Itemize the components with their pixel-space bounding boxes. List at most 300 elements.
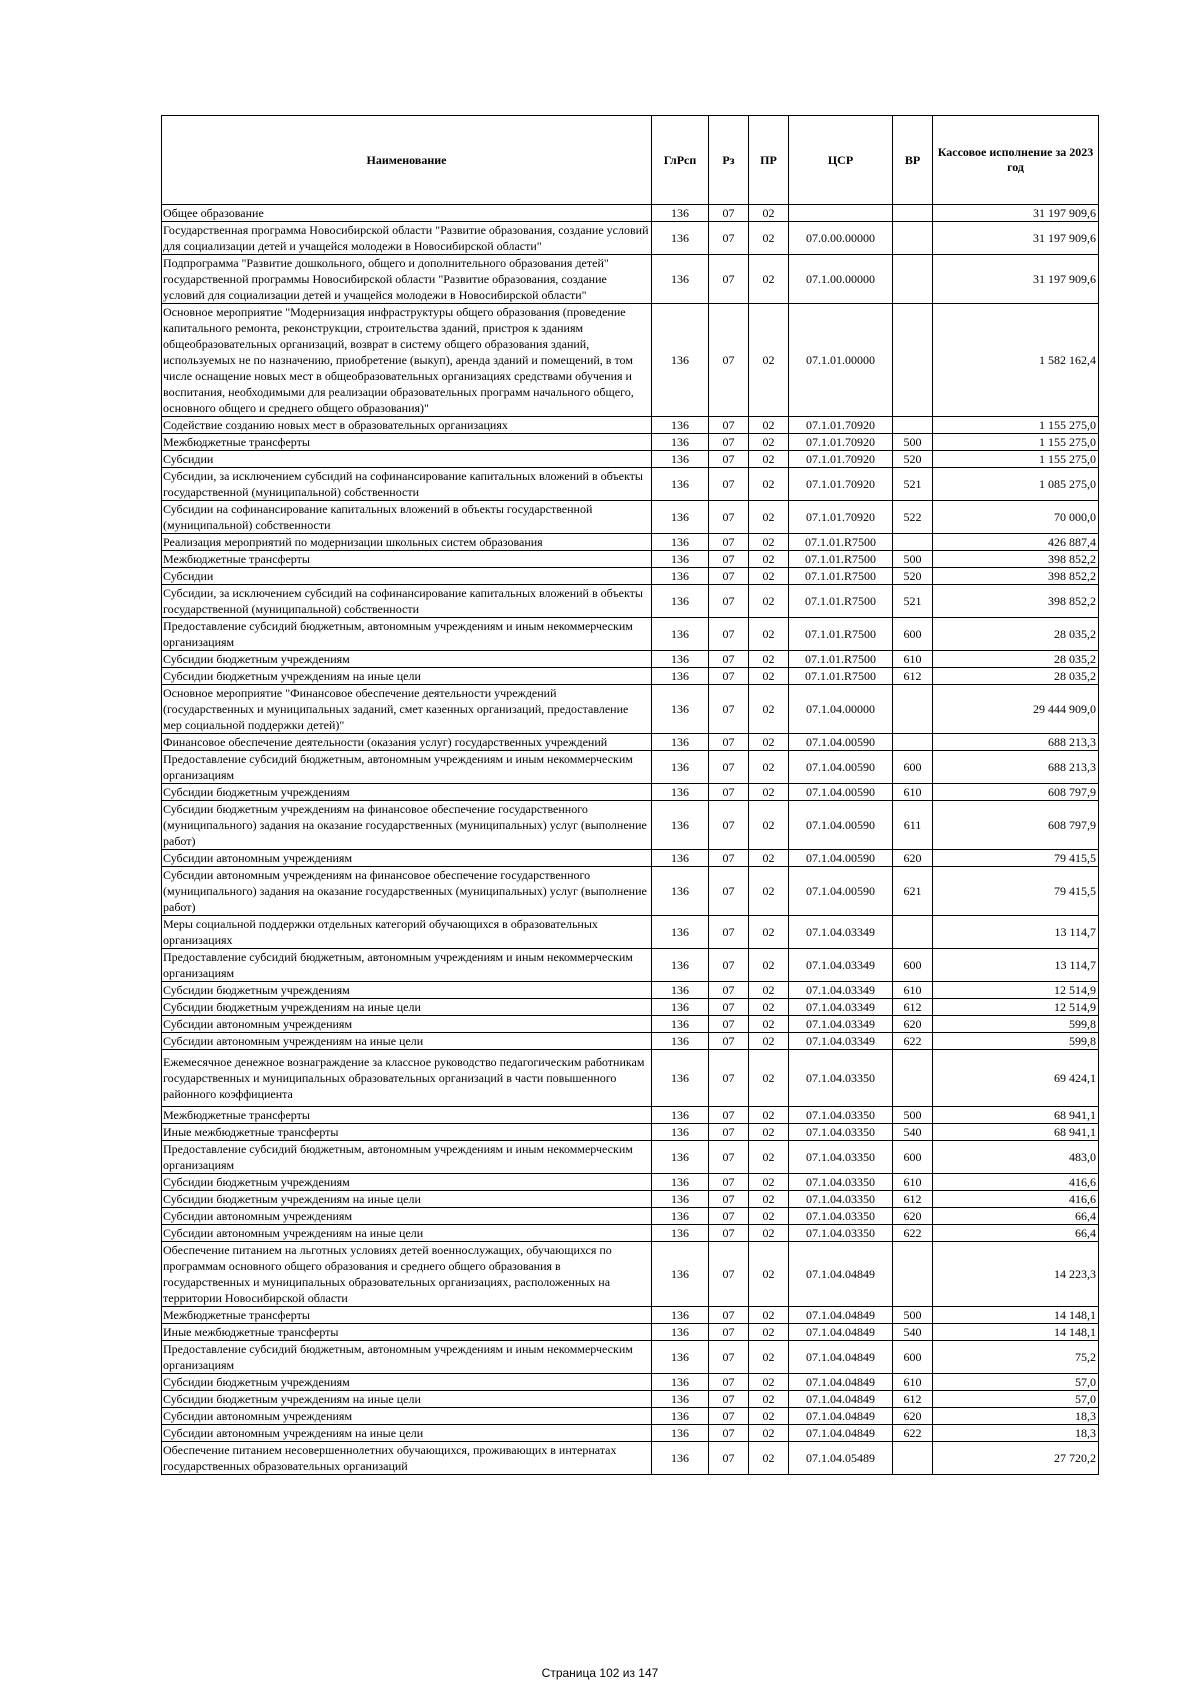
cell-csr: 07.1.04.04849 <box>789 1425 893 1442</box>
cell-glrep: 136 <box>652 534 709 551</box>
cell-csr: 07.1.04.00590 <box>789 734 893 751</box>
cell-vr: 612 <box>893 668 933 685</box>
cell-amount: 1 155 275,0 <box>933 451 1099 468</box>
cell-pr: 02 <box>749 1408 789 1425</box>
cell-name: Иные межбюджетные трансферты <box>162 1124 652 1141</box>
cell-glrep: 136 <box>652 1442 709 1475</box>
cell-glrep: 136 <box>652 1141 709 1174</box>
table-row <box>162 999 1099 1016</box>
cell-vr <box>893 255 933 304</box>
cell-rz: 07 <box>709 801 749 850</box>
cell-rz: 07 <box>709 451 749 468</box>
cell-rz: 07 <box>709 916 749 949</box>
cell-csr: 07.1.04.04849 <box>789 1391 893 1408</box>
cell-name: Реализация мероприятий по модернизации школьных систем образования <box>162 534 652 551</box>
cell-csr: 07.1.01.70920 <box>789 417 893 434</box>
cell-rz: 07 <box>709 1374 749 1391</box>
cell-name: Подпрограмма "Развитие дошкольного, общего и дополнительного образования детей" государственной программы Новосибирской области "Развитие образования, создание условий для социализации детей и учащейся молодежи в Новосибирской области" <box>162 255 652 304</box>
cell-rz: 07 <box>709 982 749 999</box>
cell-amount: 1 085 275,0 <box>933 468 1099 501</box>
cell-vr: 622 <box>893 1033 933 1050</box>
cell-name: Общее образование <box>162 205 652 222</box>
cell-vr: 610 <box>893 651 933 668</box>
table-row <box>162 1374 1099 1391</box>
table-row <box>162 1141 1099 1174</box>
cell-vr: 600 <box>893 751 933 784</box>
cell-csr: 07.1.01.R7500 <box>789 534 893 551</box>
table-row <box>162 1341 1099 1374</box>
cell-amount: 14 148,1 <box>933 1307 1099 1324</box>
cell-amount: 31 197 909,6 <box>933 205 1099 222</box>
cell-amount: 608 797,9 <box>933 801 1099 850</box>
cell-name: Содействие созданию новых мест в образовательных организациях <box>162 417 652 434</box>
table-row <box>162 1124 1099 1141</box>
cell-rz: 07 <box>709 1425 749 1442</box>
cell-name: Субсидии бюджетным учреждениям <box>162 1374 652 1391</box>
cell-pr: 02 <box>749 1374 789 1391</box>
cell-pr: 02 <box>749 801 789 850</box>
table-row <box>162 255 1099 304</box>
table-row <box>162 1425 1099 1442</box>
cell-pr: 02 <box>749 468 789 501</box>
cell-rz: 07 <box>709 1225 749 1242</box>
cell-amount: 66,4 <box>933 1225 1099 1242</box>
cell-rz: 07 <box>709 685 749 734</box>
cell-pr: 02 <box>749 255 789 304</box>
table-row <box>162 1107 1099 1124</box>
cell-glrep: 136 <box>652 1050 709 1107</box>
cell-amount: 28 035,2 <box>933 668 1099 685</box>
cell-name: Субсидии бюджетным учреждениям на иные цели <box>162 999 652 1016</box>
cell-rz: 07 <box>709 1341 749 1374</box>
cell-csr <box>789 205 893 222</box>
cell-csr: 07.1.01.70920 <box>789 434 893 451</box>
cell-pr: 02 <box>749 751 789 784</box>
cell-name: Обеспечение питанием несовершеннолетних обучающихся, проживающих в интернатах государственных образовательных организаций <box>162 1442 652 1475</box>
cell-amount: 69 424,1 <box>933 1050 1099 1107</box>
cell-rz: 07 <box>709 1324 749 1341</box>
cell-pr: 02 <box>749 1124 789 1141</box>
cell-pr: 02 <box>749 867 789 916</box>
table-row <box>162 1016 1099 1033</box>
cell-csr: 07.1.04.04849 <box>789 1242 893 1307</box>
cell-pr: 02 <box>749 1050 789 1107</box>
cell-amount: 29 444 909,0 <box>933 685 1099 734</box>
cell-amount: 31 197 909,6 <box>933 222 1099 255</box>
cell-name: Субсидии бюджетным учреждениям на иные цели <box>162 1391 652 1408</box>
cell-csr: 07.1.01.70920 <box>789 501 893 534</box>
cell-csr: 07.1.04.04849 <box>789 1324 893 1341</box>
cell-vr: 620 <box>893 1016 933 1033</box>
cell-rz: 07 <box>709 1016 749 1033</box>
cell-amount: 608 797,9 <box>933 784 1099 801</box>
cell-csr: 07.1.04.03350 <box>789 1174 893 1191</box>
cell-csr: 07.1.04.03349 <box>789 916 893 949</box>
cell-glrep: 136 <box>652 568 709 585</box>
table-row <box>162 417 1099 434</box>
cell-glrep: 136 <box>652 1107 709 1124</box>
cell-rz: 07 <box>709 850 749 867</box>
table-row <box>162 468 1099 501</box>
table-row <box>162 1225 1099 1242</box>
cell-vr: 540 <box>893 1124 933 1141</box>
cell-csr: 07.1.04.03350 <box>789 1191 893 1208</box>
cell-vr: 500 <box>893 1307 933 1324</box>
cell-vr: 520 <box>893 568 933 585</box>
cell-rz: 07 <box>709 1442 749 1475</box>
cell-glrep: 136 <box>652 949 709 982</box>
cell-vr: 620 <box>893 1408 933 1425</box>
cell-rz: 07 <box>709 668 749 685</box>
cell-glrep: 136 <box>652 255 709 304</box>
table-row <box>162 1208 1099 1225</box>
cell-vr: 600 <box>893 618 933 651</box>
page-number: Страница 102 из 147 <box>541 1666 659 1680</box>
cell-rz: 07 <box>709 751 749 784</box>
cell-vr: 610 <box>893 784 933 801</box>
cell-rz: 07 <box>709 585 749 618</box>
cell-glrep: 136 <box>652 501 709 534</box>
cell-name: Межбюджетные трансферты <box>162 1307 652 1324</box>
cell-name: Субсидии бюджетным учреждениям <box>162 982 652 999</box>
cell-name: Субсидии автономным учреждениям на иные цели <box>162 1225 652 1242</box>
table-row <box>162 222 1099 255</box>
cell-glrep: 136 <box>652 1242 709 1307</box>
cell-name: Государственная программа Новосибирской области "Развитие образования, создание условий для социализации детей и учащейся молодежи в Новосибирской области" <box>162 222 652 255</box>
cell-vr: 500 <box>893 1107 933 1124</box>
cell-rz: 07 <box>709 784 749 801</box>
cell-rz: 07 <box>709 1050 749 1107</box>
budget-execution-table <box>161 115 1099 1475</box>
cell-rz: 07 <box>709 1174 749 1191</box>
cell-pr: 02 <box>749 1225 789 1242</box>
table-row <box>162 1242 1099 1307</box>
cell-vr <box>893 1442 933 1475</box>
cell-amount: 416,6 <box>933 1191 1099 1208</box>
cell-pr: 02 <box>749 205 789 222</box>
cell-rz: 07 <box>709 999 749 1016</box>
cell-csr: 07.1.04.00590 <box>789 751 893 784</box>
cell-glrep: 136 <box>652 551 709 568</box>
cell-pr: 02 <box>749 1016 789 1033</box>
table-row <box>162 784 1099 801</box>
cell-csr: 07.1.04.00590 <box>789 784 893 801</box>
cell-glrep: 136 <box>652 1391 709 1408</box>
cell-glrep: 136 <box>652 850 709 867</box>
cell-glrep: 136 <box>652 1408 709 1425</box>
cell-glrep: 136 <box>652 1324 709 1341</box>
cell-vr <box>893 304 933 417</box>
cell-vr: 621 <box>893 867 933 916</box>
cell-pr: 02 <box>749 1242 789 1307</box>
cell-vr: 611 <box>893 801 933 850</box>
cell-csr: 07.1.04.03349 <box>789 1033 893 1050</box>
cell-name: Субсидии бюджетным учреждениям <box>162 1174 652 1191</box>
cell-amount: 12 514,9 <box>933 999 1099 1016</box>
cell-pr: 02 <box>749 618 789 651</box>
cell-csr: 07.1.04.04849 <box>789 1341 893 1374</box>
cell-glrep: 136 <box>652 784 709 801</box>
cell-rz: 07 <box>709 1208 749 1225</box>
cell-amount: 57,0 <box>933 1374 1099 1391</box>
cell-name: Субсидии <box>162 568 652 585</box>
cell-pr: 02 <box>749 1307 789 1324</box>
table-row <box>162 1391 1099 1408</box>
cell-rz: 07 <box>709 468 749 501</box>
cell-csr: 07.1.04.03349 <box>789 982 893 999</box>
table-row <box>162 916 1099 949</box>
cell-csr: 07.1.04.03350 <box>789 1208 893 1225</box>
cell-amount: 12 514,9 <box>933 982 1099 999</box>
cell-vr: 620 <box>893 1208 933 1225</box>
table-row <box>162 534 1099 551</box>
cell-csr: 07.1.00.00000 <box>789 255 893 304</box>
cell-csr: 07.1.01.R7500 <box>789 551 893 568</box>
cell-csr: 07.1.04.00000 <box>789 685 893 734</box>
cell-rz: 07 <box>709 1124 749 1141</box>
cell-amount: 18,3 <box>933 1408 1099 1425</box>
cell-glrep: 136 <box>652 222 709 255</box>
cell-csr: 07.1.04.03349 <box>789 949 893 982</box>
cell-amount: 31 197 909,6 <box>933 255 1099 304</box>
cell-vr: 520 <box>893 451 933 468</box>
cell-amount: 398 852,2 <box>933 568 1099 585</box>
cell-vr: 521 <box>893 468 933 501</box>
table-row <box>162 734 1099 751</box>
cell-name: Субсидии автономным учреждениям <box>162 1408 652 1425</box>
cell-glrep: 136 <box>652 618 709 651</box>
cell-pr: 02 <box>749 1425 789 1442</box>
cell-glrep: 136 <box>652 999 709 1016</box>
cell-amount: 599,8 <box>933 1033 1099 1050</box>
cell-name: Субсидии бюджетным учреждениям на иные цели <box>162 668 652 685</box>
cell-glrep: 136 <box>652 417 709 434</box>
cell-glrep: 136 <box>652 734 709 751</box>
cell-vr: 610 <box>893 1374 933 1391</box>
cell-csr: 07.1.01.R7500 <box>789 585 893 618</box>
cell-glrep: 136 <box>652 468 709 501</box>
cell-csr: 07.1.04.03350 <box>789 1124 893 1141</box>
cell-rz: 07 <box>709 734 749 751</box>
cell-vr: 620 <box>893 850 933 867</box>
cell-pr: 02 <box>749 1107 789 1124</box>
cell-name: Субсидии автономным учреждениям на финансовое обеспечение государственного (муниципального) задания на оказание государственных (муниципальных) услуг (выполнение работ) <box>162 867 652 916</box>
table-row <box>162 685 1099 734</box>
cell-csr: 07.1.04.03349 <box>789 1016 893 1033</box>
cell-vr: 622 <box>893 1425 933 1442</box>
cell-amount: 79 415,5 <box>933 850 1099 867</box>
table-row <box>162 949 1099 982</box>
table-row <box>162 867 1099 916</box>
cell-rz: 07 <box>709 1242 749 1307</box>
cell-glrep: 136 <box>652 1174 709 1191</box>
cell-amount: 70 000,0 <box>933 501 1099 534</box>
table-row <box>162 205 1099 222</box>
cell-vr <box>893 1242 933 1307</box>
cell-pr: 02 <box>749 534 789 551</box>
table-row <box>162 551 1099 568</box>
cell-rz: 07 <box>709 949 749 982</box>
cell-glrep: 136 <box>652 685 709 734</box>
cell-glrep: 136 <box>652 451 709 468</box>
cell-csr: 07.1.04.04849 <box>789 1408 893 1425</box>
cell-rz: 07 <box>709 434 749 451</box>
cell-vr: 540 <box>893 1324 933 1341</box>
cell-amount: 75,2 <box>933 1341 1099 1374</box>
table-row <box>162 451 1099 468</box>
table-header-row <box>162 116 1099 205</box>
cell-pr: 02 <box>749 651 789 668</box>
cell-name: Субсидии бюджетным учреждениям <box>162 784 652 801</box>
cell-vr <box>893 417 933 434</box>
header-csr: ЦСР <box>789 116 893 205</box>
cell-glrep: 136 <box>652 982 709 999</box>
cell-vr: 600 <box>893 949 933 982</box>
cell-csr: 07.1.01.R7500 <box>789 668 893 685</box>
table-row <box>162 982 1099 999</box>
cell-name: Основное мероприятие "Модернизация инфраструктуры общего образования (проведение капитального ремонта, реконструкции, строительства зданий, пристроя к зданиям общеобразовательных организаций, возврат в систему общего образования зданий, используемых не по назначению, приобретение (выкуп), аренда зданий и помещений, в том числе оснащение новых мест в общеобразовательных организациях средствами обучения и воспитания, необходимыми для реализации образовательных программ начального общего, основного общего и среднего общего образования)" <box>162 304 652 417</box>
cell-amount: 398 852,2 <box>933 585 1099 618</box>
cell-vr: 500 <box>893 551 933 568</box>
cell-pr: 02 <box>749 501 789 534</box>
cell-pr: 02 <box>749 222 789 255</box>
cell-pr: 02 <box>749 685 789 734</box>
cell-csr: 07.1.04.04849 <box>789 1374 893 1391</box>
table-row <box>162 668 1099 685</box>
cell-name: Межбюджетные трансферты <box>162 551 652 568</box>
table-row <box>162 501 1099 534</box>
cell-csr: 07.1.01.00000 <box>789 304 893 417</box>
cell-amount: 13 114,7 <box>933 916 1099 949</box>
cell-glrep: 136 <box>652 668 709 685</box>
cell-amount: 14 223,3 <box>933 1242 1099 1307</box>
cell-pr: 02 <box>749 1174 789 1191</box>
cell-pr: 02 <box>749 668 789 685</box>
cell-pr: 02 <box>749 551 789 568</box>
cell-rz: 07 <box>709 1107 749 1124</box>
table-row <box>162 1442 1099 1475</box>
cell-name: Субсидии автономным учреждениям <box>162 1208 652 1225</box>
cell-amount: 688 213,3 <box>933 734 1099 751</box>
cell-amount: 599,8 <box>933 1016 1099 1033</box>
cell-glrep: 136 <box>652 916 709 949</box>
cell-name: Предоставление субсидий бюджетным, автономным учреждениям и иным некоммерческим организациям <box>162 1341 652 1374</box>
cell-csr: 07.1.04.03350 <box>789 1141 893 1174</box>
header-vr: ВР <box>893 116 933 205</box>
cell-rz: 07 <box>709 501 749 534</box>
cell-vr: 610 <box>893 1174 933 1191</box>
cell-amount: 426 887,4 <box>933 534 1099 551</box>
cell-name: Субсидии бюджетным учреждениям на финансовое обеспечение государственного (муниципального) задания на оказание государственных (муниципальных) услуг (выполнение работ) <box>162 801 652 850</box>
cell-glrep: 136 <box>652 1124 709 1141</box>
cell-glrep: 136 <box>652 1191 709 1208</box>
cell-glrep: 136 <box>652 205 709 222</box>
cell-rz: 07 <box>709 651 749 668</box>
cell-amount: 416,6 <box>933 1174 1099 1191</box>
cell-rz: 07 <box>709 1191 749 1208</box>
cell-amount: 14 148,1 <box>933 1324 1099 1341</box>
cell-vr <box>893 534 933 551</box>
cell-name: Субсидии <box>162 451 652 468</box>
cell-csr: 07.1.04.03350 <box>789 1107 893 1124</box>
cell-amount: 68 941,1 <box>933 1107 1099 1124</box>
cell-glrep: 136 <box>652 1208 709 1225</box>
cell-rz: 07 <box>709 618 749 651</box>
cell-glrep: 136 <box>652 1341 709 1374</box>
cell-glrep: 136 <box>652 1425 709 1442</box>
cell-csr: 07.1.04.00590 <box>789 850 893 867</box>
cell-vr: 612 <box>893 1391 933 1408</box>
cell-name: Предоставление субсидий бюджетным, автономным учреждениям и иным некоммерческим организациям <box>162 751 652 784</box>
cell-pr: 02 <box>749 1191 789 1208</box>
table-row <box>162 618 1099 651</box>
cell-name: Ежемесячное денежное вознаграждение за классное руководство педагогическим работникам государственных и муниципальных образовательных организаций в части повышенного районного коэффициента <box>162 1050 652 1107</box>
cell-name: Межбюджетные трансферты <box>162 1107 652 1124</box>
table-row <box>162 585 1099 618</box>
cell-amount: 1 155 275,0 <box>933 417 1099 434</box>
cell-vr: 600 <box>893 1341 933 1374</box>
table-row <box>162 1408 1099 1425</box>
cell-amount: 57,0 <box>933 1391 1099 1408</box>
cell-name: Субсидии, за исключением субсидий на софинансирование капитальных вложений в объекты государственной (муниципальной) собственности <box>162 585 652 618</box>
cell-rz: 07 <box>709 1307 749 1324</box>
cell-pr: 02 <box>749 1324 789 1341</box>
cell-csr: 07.1.01.R7500 <box>789 651 893 668</box>
cell-name: Субсидии автономным учреждениям на иные цели <box>162 1033 652 1050</box>
cell-vr <box>893 205 933 222</box>
cell-name: Обеспечение питанием на льготных условиях детей военнослужащих, обучающихся по программам основного общего образования и среднего общего образования в государственных и муниципальных образовательных организациях, расположенных на территории Новосибирской области <box>162 1242 652 1307</box>
cell-glrep: 136 <box>652 1307 709 1324</box>
cell-csr: 07.1.04.00590 <box>789 867 893 916</box>
cell-glrep: 136 <box>652 1016 709 1033</box>
table-row <box>162 1324 1099 1341</box>
table-row <box>162 801 1099 850</box>
header-amount: Кассовое исполнение за 2023 год <box>933 116 1099 205</box>
cell-csr: 07.1.04.03349 <box>789 999 893 1016</box>
cell-pr: 02 <box>749 1341 789 1374</box>
cell-glrep: 136 <box>652 434 709 451</box>
cell-pr: 02 <box>749 734 789 751</box>
cell-name: Субсидии автономным учреждениям <box>162 1016 652 1033</box>
cell-pr: 02 <box>749 1208 789 1225</box>
cell-glrep: 136 <box>652 751 709 784</box>
cell-amount: 483,0 <box>933 1141 1099 1174</box>
cell-rz: 07 <box>709 255 749 304</box>
cell-csr: 07.1.04.00590 <box>789 801 893 850</box>
table-row <box>162 304 1099 417</box>
cell-amount: 27 720,2 <box>933 1442 1099 1475</box>
cell-rz: 07 <box>709 222 749 255</box>
cell-amount: 66,4 <box>933 1208 1099 1225</box>
cell-pr: 02 <box>749 451 789 468</box>
cell-vr: 610 <box>893 982 933 999</box>
cell-vr: 521 <box>893 585 933 618</box>
cell-csr: 07.1.01.70920 <box>789 468 893 501</box>
cell-vr <box>893 222 933 255</box>
cell-vr: 600 <box>893 1141 933 1174</box>
cell-glrep: 136 <box>652 1374 709 1391</box>
cell-glrep: 136 <box>652 1225 709 1242</box>
cell-name: Субсидии бюджетным учреждениям на иные цели <box>162 1191 652 1208</box>
table-row <box>162 1191 1099 1208</box>
cell-rz: 07 <box>709 551 749 568</box>
cell-vr <box>893 685 933 734</box>
cell-name: Предоставление субсидий бюджетным, автономным учреждениям и иным некоммерческим организациям <box>162 949 652 982</box>
cell-pr: 02 <box>749 784 789 801</box>
cell-amount: 1 155 275,0 <box>933 434 1099 451</box>
cell-pr: 02 <box>749 1391 789 1408</box>
cell-name: Иные межбюджетные трансферты <box>162 1324 652 1341</box>
